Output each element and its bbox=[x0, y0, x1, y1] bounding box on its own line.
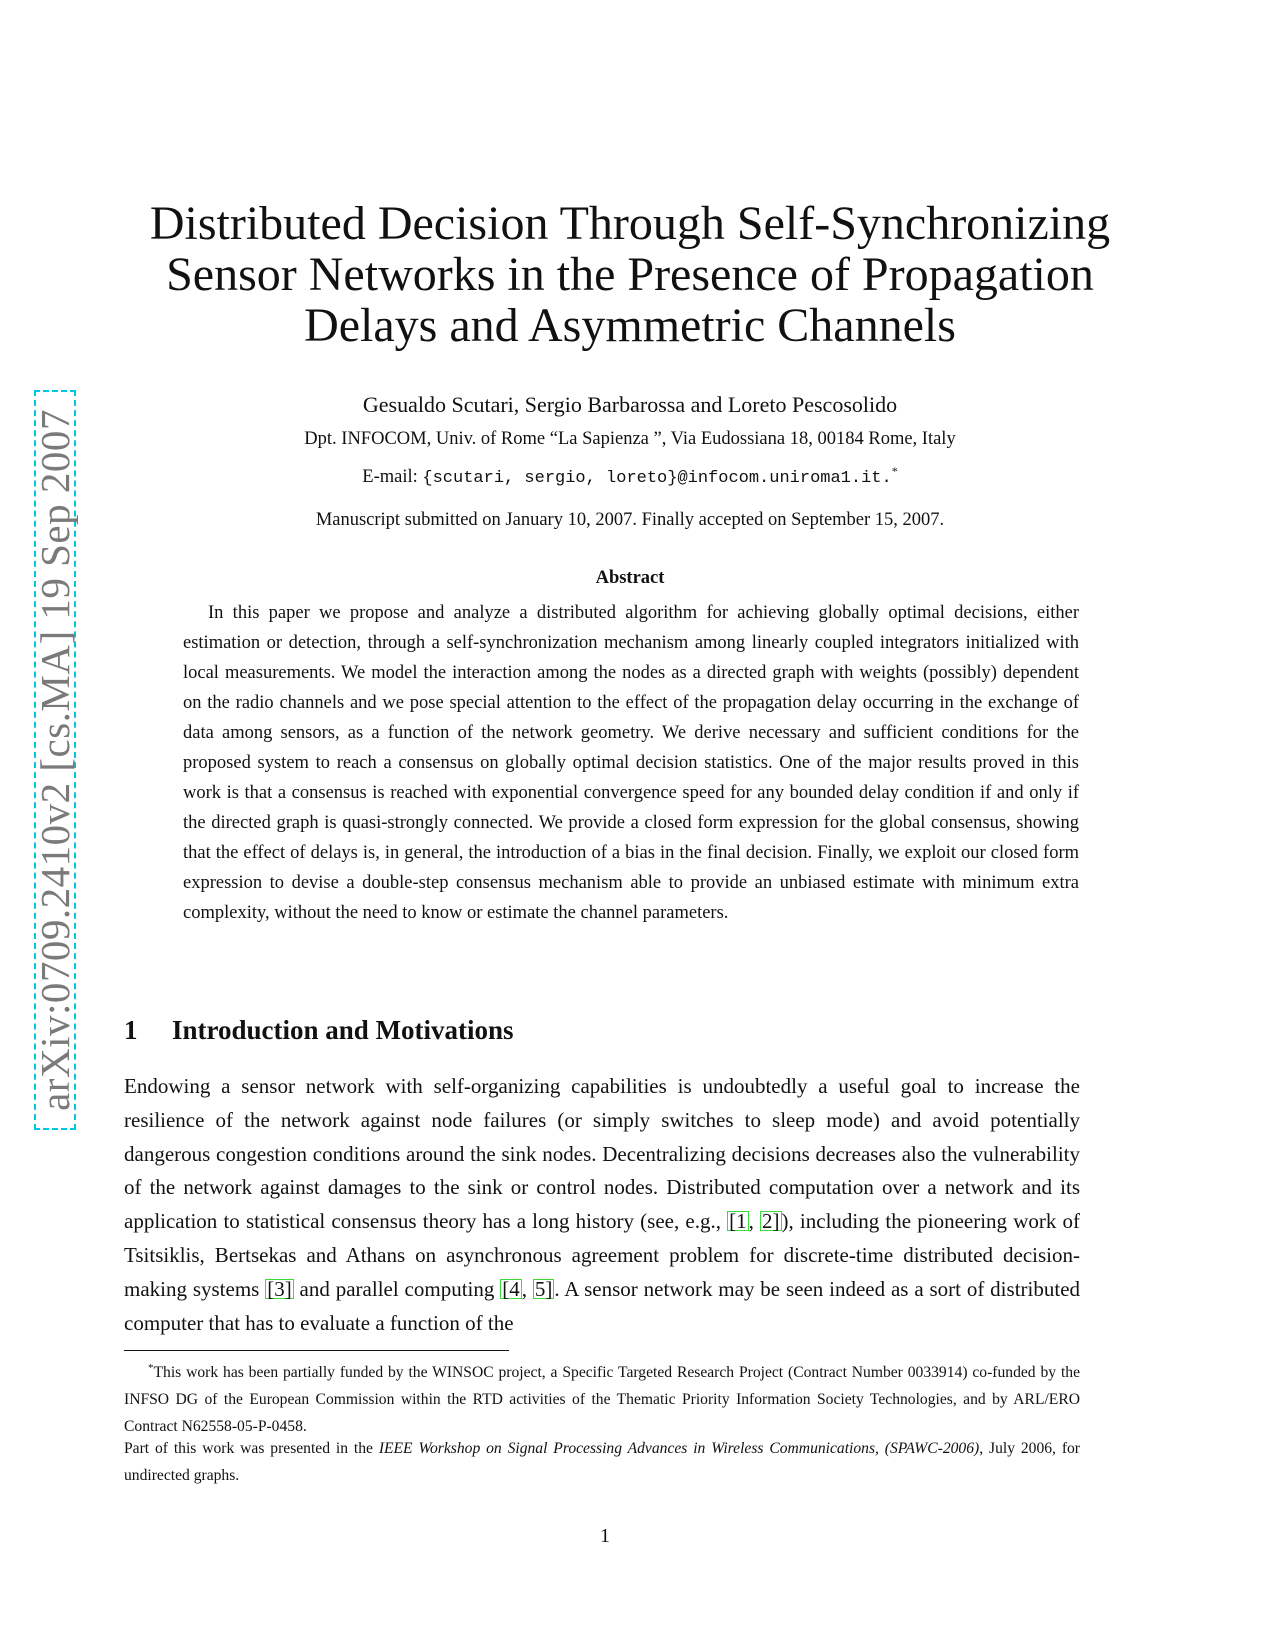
title-line-3: Delays and Asymmetric Channels bbox=[304, 299, 956, 352]
citation-link[interactable] bbox=[265, 1276, 294, 1301]
email-footnote-mark: * bbox=[891, 464, 898, 478]
citation-number: 2 bbox=[762, 1209, 773, 1234]
title-line-2: Sensor Networks in the Presence of Propagation bbox=[166, 248, 1094, 301]
affiliation: Dpt. INFOCOM, Univ. of Rome “La Sapienza ”, Via Eudossiana 18, 00184 Rome, Italy bbox=[304, 429, 956, 449]
citation-link[interactable] bbox=[500, 1276, 522, 1301]
paper-title bbox=[120, 198, 1140, 351]
footnote-funding bbox=[124, 1355, 1080, 1440]
intro-text-2: ), including the pioneering work of Tsitsiklis, Bertsekas and Athans on asynchronous agreement problem for discrete-time distributed decision-making systems bbox=[124, 1209, 1080, 1301]
intro-text-3: and parallel computing bbox=[293, 1276, 501, 1301]
citation-bracket: ] bbox=[284, 1276, 292, 1301]
arxiv-stamp-text: arXiv:0709.2410v2 [cs.MA] 19 Sep 2007 bbox=[32, 409, 78, 1111]
citation-bracket: [ bbox=[267, 1276, 275, 1301]
citation-number: 3 bbox=[274, 1276, 285, 1301]
citation-link[interactable] bbox=[533, 1276, 555, 1301]
email-label: E-mail: bbox=[362, 467, 418, 488]
manuscript-dates: Manuscript submitted on January 10, 2007. Finally accepted on September 15, 2007. bbox=[315, 510, 945, 530]
footnote-venue: IEEE Workshop on Signal Processing Advances in Wireless Communications, (SPAWC-2006) bbox=[378, 1440, 980, 1457]
footnote-rule bbox=[124, 1350, 509, 1351]
intro-text-4: . A sensor network may be seen indeed as a sort of distributed computer that has to evaluate a function of the bbox=[124, 1276, 1081, 1335]
citation-link[interactable] bbox=[727, 1209, 749, 1234]
authors: Gesualdo Scutari, Sergio Barbarossa and Loreto Pescosolido bbox=[362, 392, 898, 417]
email-address[interactable]: {scutari, sergio, loreto}@infocom.uniroma1.it. bbox=[422, 469, 892, 489]
citation-bracket: [ bbox=[729, 1209, 737, 1234]
section-heading bbox=[124, 1015, 1024, 1046]
citation-bracket: ] bbox=[772, 1209, 780, 1234]
footnote-presentation-prefix: Part of this work was presented in the bbox=[124, 1440, 379, 1457]
citation-link[interactable] bbox=[760, 1209, 782, 1234]
arxiv-stamp[interactable] bbox=[34, 390, 76, 1130]
citation-separator: , bbox=[521, 1276, 533, 1301]
citation-bracket: ] bbox=[545, 1276, 553, 1301]
citation-number: 1 bbox=[736, 1209, 747, 1234]
citation-separator: , bbox=[748, 1209, 761, 1234]
section-number: 1 bbox=[124, 1015, 138, 1045]
abstract-heading: Abstract bbox=[595, 568, 665, 588]
citation-number: 4 bbox=[509, 1276, 520, 1301]
title-line-1: Distributed Decision Through Self-Synchronizing bbox=[149, 197, 1111, 250]
footnote-mark: * bbox=[148, 1362, 154, 1374]
email-line bbox=[120, 464, 1140, 488]
citation-number: 5 bbox=[534, 1276, 546, 1301]
abstract-text: In this paper we propose and analyze a distributed algorithm for achieving globally optimal decisions, either estimation or detection, through a self-synchronization mechanism among linearly coupled integrators initialized with local measurements. We model the interaction among the nodes as a directed graph with weights (possibly) dependent on the radio channels and we pose special attention to the effect of the propagation delay occurring in the exchange of data among sensors, as a function of the network geometry. We derive necessary and sufficient conditions for the proposed system to reach a consensus on globally optimal decision statistics. One of the major results proved in this work is that a consensus is reached with exponential convergence speed for any bounded delay condition if and only if the directed graph is quasi-strongly connected. We provide a closed form expression for the global consensus, showing that the effect of delays is, in general, the introduction of a bias in the final decision. Finally, we exploit our closed form expression to devise a double-step consensus mechanism able to provide an unbiased estimate with minimum extra complexity, without the need to know or estimate the channel parameters. bbox=[183, 603, 1079, 923]
citation-bracket: [ bbox=[502, 1276, 510, 1301]
footnote-funding-text: This work has been partially funded by the WINSOC project, a Specific Targeted Research Project (Contract Number 0033914) co-funded by the INFSO DG of the European Commission within the RTD activities of the Thematic Priority Information Society Technologies, and by ARL/ERO Contract N62558-05-P-0458. bbox=[124, 1364, 1080, 1436]
intro-text-1: Endowing a sensor network with self-organizing capabilities is undoubtedly a useful goal to increase the resilience of the network against node failures (or simply switches to sleep mode) and avoid potentially dangerous congestion conditions around the sink nodes. Decentralizing decisions decreases also the vulnerability of the network against damages to the sink or control nodes. Distributed computation over a network and its application to statistical consensus theory has a long history (see, e.g., bbox=[124, 1074, 1080, 1234]
footnote-presentation bbox=[124, 1435, 1080, 1489]
section-title: Introduction and Motivations bbox=[172, 1015, 514, 1045]
footnote-presentation-suffix: , July 2006, for undirected graphs. bbox=[124, 1440, 1080, 1484]
page-number: 1 bbox=[600, 1525, 610, 1547]
intro-paragraph bbox=[124, 1070, 1080, 1340]
